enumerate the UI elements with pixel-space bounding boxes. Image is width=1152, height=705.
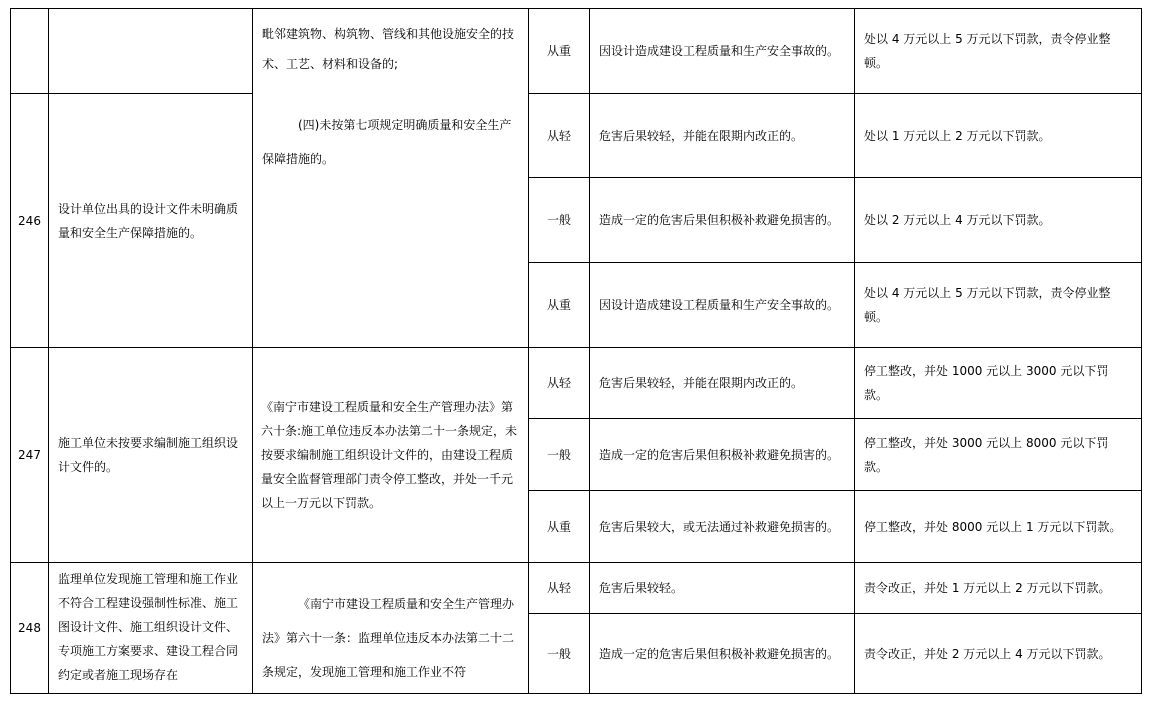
- legal-basis-text: 《南宁市建设工程质量和安全生产管理办法》第六十条:施工单位违反本办法第二十一条规定，未按要求编制施工组织设计文件的，由建设工程质量安全监督管理部门责令停工整改，并处一千元以上一万元以下罚款。: [261, 400, 518, 510]
- discretion-level-cell: [529, 94, 589, 177]
- discretion-level-cell: [529, 491, 589, 562]
- item-number-cell: [11, 94, 48, 347]
- legal-basis-text: (四)未按第七项规定明确质量和安全生产保障措施的。: [262, 118, 512, 166]
- penalty-cell: [855, 94, 1141, 177]
- discretion-level-cell: [529, 563, 589, 613]
- discretion-level: 从重: [546, 44, 571, 58]
- penalty-text: 处以 4 万元以上 5 万元以下罚款，责令停业整顿。: [864, 286, 1111, 324]
- circumstance-text: 危害后果较轻。: [599, 581, 684, 595]
- circumstance-cell: [590, 614, 854, 693]
- penalty-cell: [855, 419, 1141, 490]
- violation-text: 施工单位未按要求编制施工组织设计文件的。: [58, 436, 239, 474]
- circumstance-cell: [590, 563, 854, 613]
- penalty-cell: [855, 614, 1141, 693]
- penalty-cell: [855, 348, 1141, 418]
- discretion-level: 从轻: [546, 128, 571, 143]
- circumstance-text: 因设计造成建设工程质量和生产安全事故的。: [599, 44, 840, 58]
- discretion-level: 一般: [546, 646, 571, 661]
- circumstance-text: 造成一定的危害后果但积极补救避免损害的。: [599, 213, 840, 227]
- circumstance-text: 因设计造成建设工程质量和生产安全事故的。: [599, 298, 840, 312]
- circumstance-cell: [590, 9, 854, 93]
- circumstance-cell: [590, 348, 854, 418]
- violation-text: 监理单位发现施工管理和施工作业不符合工程建设强制性标准、施工图设计文件、施工组织设计文件、专项施工方案要求、建设工程合同约定或者施工现场存在: [58, 572, 239, 682]
- penalty-cell: [855, 563, 1141, 613]
- discretion-level: 一般: [546, 213, 571, 227]
- discretion-level-cell: [529, 263, 589, 347]
- penalty-cell: [855, 491, 1141, 562]
- discretion-level: 从重: [546, 519, 571, 534]
- legal-basis-cell: [253, 563, 528, 693]
- discretion-level: 从重: [546, 298, 571, 312]
- legal-basis-cell: [253, 94, 528, 347]
- discretion-level: 一般: [546, 447, 571, 462]
- circumstance-cell: [590, 419, 854, 490]
- discretion-level-cell: [529, 614, 589, 693]
- penalty-text: 停工整改，并处 3000 元以上 8000 元以下罚款。: [864, 435, 1109, 474]
- penalty-text: 责令改正，并处 2 万元以上 4 万元以下罚款。: [864, 646, 1111, 661]
- legal-basis-text: 《南宁市建设工程质量和安全生产管理办法》第六十一条：监理单位违反本办法第二十二条规定，发现施工管理和施工作业不符: [262, 597, 515, 679]
- violation-cell: [49, 563, 252, 693]
- discretion-level-cell: [529, 178, 589, 262]
- penalty-text: 处以 4 万元以上 5 万元以下罚款，责令停业整顿。: [864, 32, 1111, 70]
- discretion-level-cell: [529, 348, 589, 418]
- penalty-text: 停工整改，并处 1000 元以上 3000 元以下罚款。: [864, 364, 1109, 402]
- circumstance-text: 造成一定的危害后果但积极补救避免损害的。: [599, 447, 840, 462]
- item-number: 247: [18, 448, 41, 462]
- penalty-text: 停工整改，并处 8000 元以上 1 万元以下罚款。: [864, 519, 1122, 534]
- penalty-text: 处以 1 万元以上 2 万元以下罚款。: [864, 128, 1051, 143]
- circumstance-text: 危害后果较轻，并能在限期内改正的。: [599, 128, 804, 143]
- circumstance-cell: [590, 263, 854, 347]
- penalty-cell: [855, 9, 1141, 93]
- item-number-cell: [11, 563, 48, 693]
- penalty-cell: [855, 178, 1141, 262]
- violation-text: 设计单位出具的设计文件未明确质量和安全生产保障措施的。: [58, 201, 239, 240]
- discretion-level: 从轻: [546, 376, 571, 390]
- circumstance-text: 危害后果较大，或无法通过补救避免损害的。: [599, 519, 840, 534]
- item-number: 248: [18, 621, 41, 635]
- circumstance-cell: [590, 94, 854, 177]
- circumstance-text: 造成一定的危害后果但积极补救避免损害的。: [599, 646, 840, 661]
- discretion-level: 从轻: [546, 581, 571, 595]
- circumstance-cell: [590, 178, 854, 262]
- legal-basis-text: 毗邻建筑物、构筑物、管线和其他设施安全的技术、工艺、材料和设备的;: [262, 27, 515, 71]
- violation-cell: [49, 94, 252, 347]
- violation-cell: [49, 348, 252, 562]
- discretion-level-cell: [529, 419, 589, 490]
- item-number-cell: [11, 348, 48, 562]
- item-number: 246: [18, 213, 41, 228]
- legal-basis-cell: [253, 9, 528, 93]
- circumstance-text: 危害后果较轻，并能在限期内改正的。: [599, 376, 804, 390]
- grid-line: [10, 693, 1142, 694]
- circumstance-cell: [590, 491, 854, 562]
- discretion-level-cell: [529, 9, 589, 93]
- penalty-text: 处以 2 万元以上 4 万元以下罚款。: [864, 213, 1051, 227]
- grid-line: [1141, 8, 1142, 694]
- legal-basis-cell: [253, 348, 528, 562]
- penalty-text: 责令改正，并处 1 万元以上 2 万元以下罚款。: [864, 581, 1111, 595]
- penalty-cell: [855, 263, 1141, 347]
